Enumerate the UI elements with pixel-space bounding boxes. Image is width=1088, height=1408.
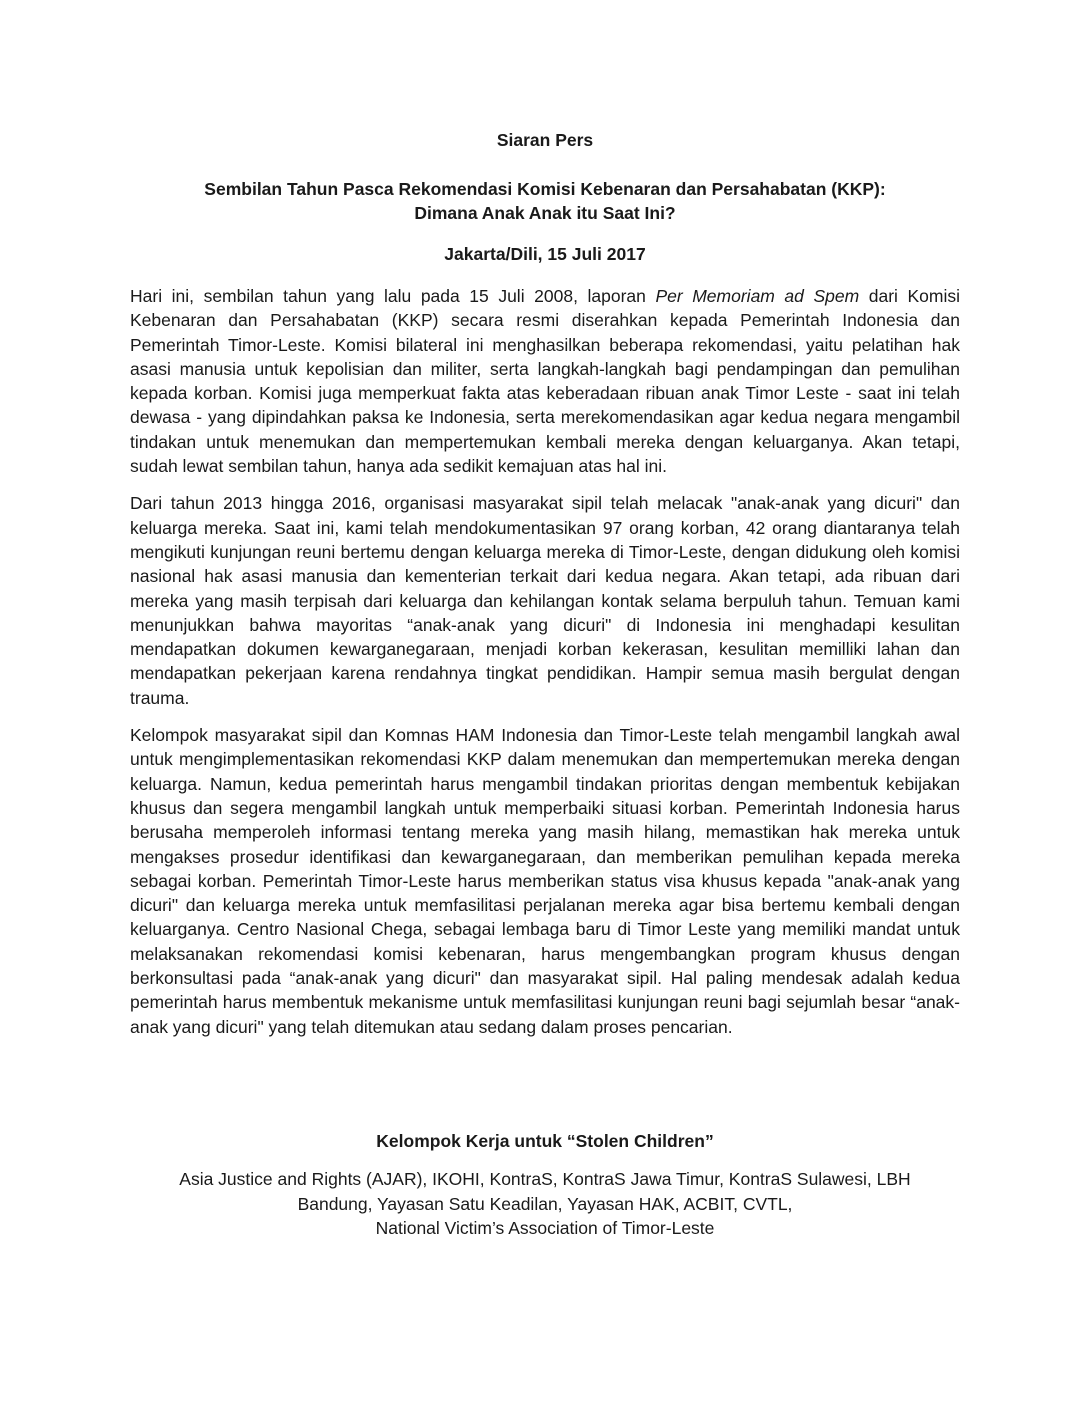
paragraph-1 <box>130 284 960 478</box>
document-type-label: Siaran Pers <box>496 130 594 150</box>
paragraph-1-rest: dari Komisi Kebenaran dan Persahabatan (KKP) secara resmi diserahkan kepada Pemerintah Indonesia dan Pemerintah Timor-Leste. Komisi bilateral ini menghasilkan beberapa rekomendasi, yaitu pelatihan hak asasi manusia untuk kepolisian dan militer, serta langkah-langkah bagi pendampingan dan pemulihan kepada korban. Komisi juga memperkuat fakta atas keberadaan ribuan anak Timor Leste - saat ini telah dewasa - yang dipindahkan paksa ke Indonesia, serta merekomendasikan agar kedua negara mengambil tindakan untuk menemukan dan mempertemukan kembali mereka dengan keluarganya. Akan tetapi, sudah lewat sembilan tahun, hanya ada sedikit kemajuan atas hal ini. <box>130 286 960 477</box>
body-text <box>130 284 960 1039</box>
paragraph-2: Dari tahun 2013 hingga 2016, organisasi masyarakat sipil telah melacak "anak-anak yang dicuri" dan keluarga mereka. Saat ini, kami telah mendokumentasikan 97 orang korban, 42 orang diantaranya telah mengikuti kunjungan reuni bertemu dengan keluarga mereka di Timor-Leste, dengan didukung oleh komisi nasional hak asasi manusia dan kementerian terkait dari kedua negara. Akan tetapi, ada ribuan dari mereka yang masih terpisah dari keluarga dan kehilangan kontak selama berpuluh tahun. Temuan kami menunjukkan bahwa mayoritas “anak-anak yang dicuri" di Indonesia ini menghadapi kesulitan mendapatkan dokumen kewarganegaraan, menjadi korban kekerasan, kesulitan memilliki lahan dan mendapatkan pekerjaan karena rendahnya tingkat pendidikan. Hampir semua masih bergulat dengan trauma. <box>130 493 960 708</box>
members-line-1: Asia Justice and Rights (AJAR), IKOHI, KontraS, KontraS Jawa Timur, KontraS Sulawesi, LBH <box>179 1169 911 1190</box>
report-title: Per Memoriam ad Spem <box>655 286 860 306</box>
headline-line-1: Sembilan Tahun Pasca Rekomendasi Komisi Kebenaran dan Persahabatan (KKP): <box>204 179 886 199</box>
members-line-3: National Victim’s Association of Timor-Leste <box>375 1217 715 1238</box>
signature-block <box>130 1129 960 1240</box>
paragraph-1-intro: Hari ini, sembilan tahun yang lalu pada 15 Juli 2008, laporan <box>130 286 656 306</box>
dateline: Jakarta/Dili, 15 Juli 2017 <box>444 244 646 264</box>
members-line-2: Bandung, Yayasan Satu Keadilan, Yayasan HAK, ACBIT, CVTL, <box>297 1193 793 1214</box>
headline-line-2: Dimana Anak Anak itu Saat Ini? <box>414 203 676 224</box>
headline <box>130 177 960 226</box>
signature-title: Kelompok Kerja untuk “Stolen Children” <box>376 1131 714 1151</box>
signature-members <box>130 1167 960 1240</box>
paragraph-3: Kelompok masyarakat sipil dan Komnas HAM Indonesia dan Timor-Leste telah mengambil langkah awal untuk mengimplementasikan rekomendasi KKP dalam menemukan dan mempertemukan mereka dengan keluarga. Namun, kedua pemerintah harus mengambil tindakan prioritas dengan membentuk kebijakan khusus dan segera mengambil langkah untuk memperbaiki situasi korban. Pemerintah Indonesia harus berusaha memperoleh informasi tentang mereka yang masih hilang, memastikan hak mereka untuk mengakses prosedur identifikasi dan kewarganegaraan, dan memberikan pemulihan kepada mereka sebagai korban. Pemerintah Timor-Leste harus memberikan status visa khusus kepada "anak-anak yang dicuri" dan keluarga mereka untuk memfasilitasi perjalanan mereka agar bisa bertemu kembali dengan keluarganya. Centro Nasional Chega, sebagai lembaga baru di Timor Leste yang memiliki mandat untuk melaksanakan rekomendasi komisi kebenaran, harus mengembangkan program khusus dengan berkonsultasi pada “anak-anak yang dicuri" dan masyarakat sipil. Hal paling mendesak adalah kedua pemerintah harus membentuk mekanisme untuk memfasilitasi kunjungan reuni bagi sejumlah besar “anak-anak yang dicuri" yang telah ditemukan atau sedang dalam proses pencarian. <box>130 725 960 1037</box>
